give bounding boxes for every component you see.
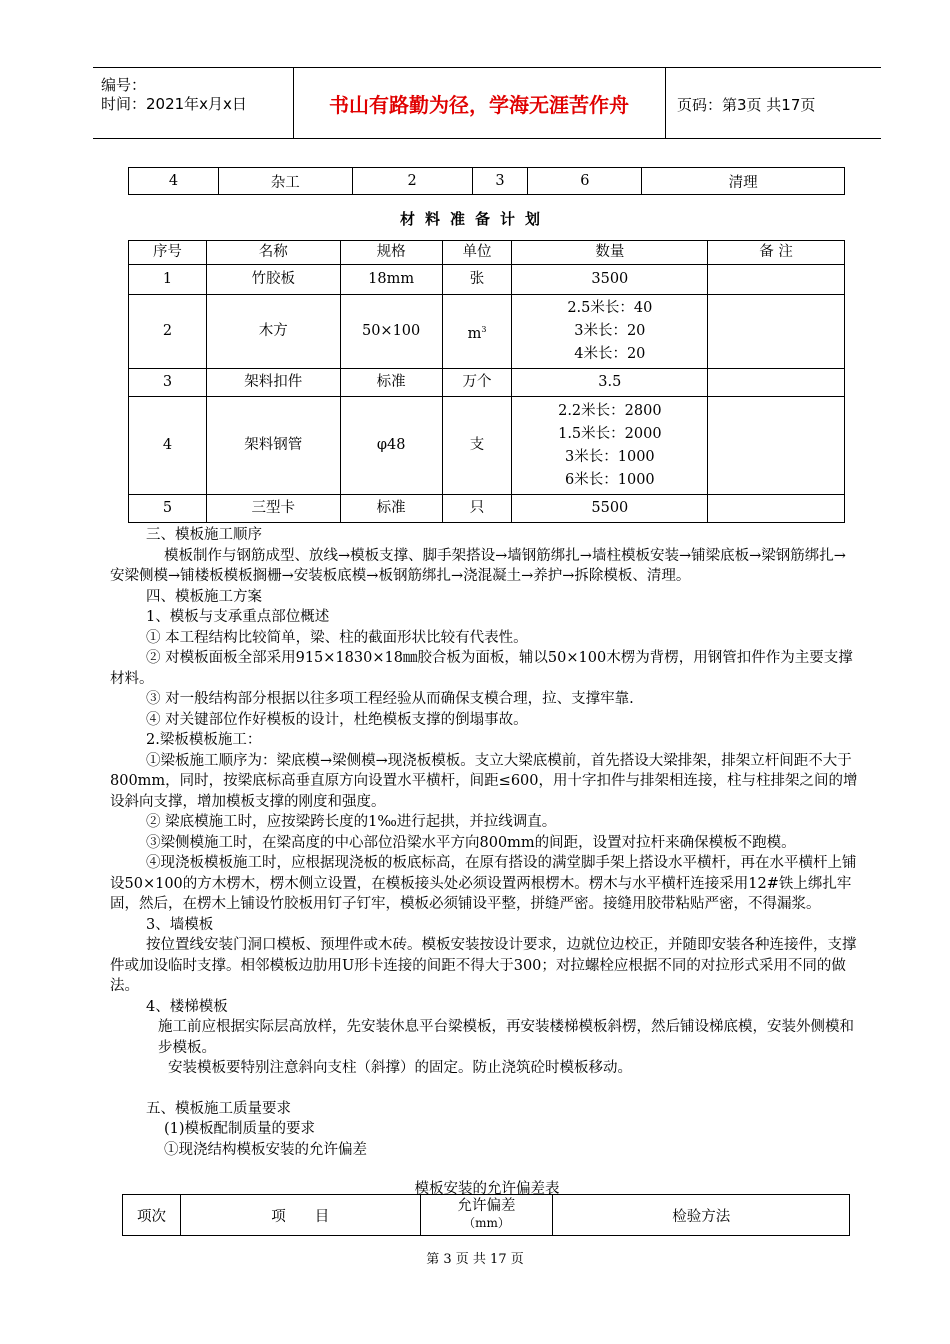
sub-heading: (1)模板配制质量的要求	[164, 1121, 316, 1137]
section-heading: 四、模板施工方案	[146, 588, 262, 605]
materials-table	[128, 240, 845, 523]
cell-note	[708, 369, 845, 397]
cell-no: 5	[129, 495, 207, 523]
paragraph	[110, 648, 860, 689]
plan-title: 材料准备计划	[399, 210, 550, 228]
qty-line: 2.5米长：40	[567, 300, 653, 316]
qty-line: 6米长：1000	[565, 471, 655, 488]
qty-line: 2.2米长：2800	[558, 402, 662, 419]
table-header-row	[123, 1195, 850, 1236]
paragraph	[110, 546, 860, 587]
cell-name: 架料扣件	[206, 369, 340, 397]
page-footer: 第 3 页 共 17 页	[426, 1252, 524, 1267]
labor-cell: 杂工	[218, 168, 352, 195]
cell-unit: 只	[442, 495, 512, 523]
page-header	[93, 67, 881, 139]
deviation-table-title: 模板安装的允许偏差表	[414, 1181, 560, 1197]
paragraph	[110, 833, 860, 854]
labor-table	[128, 167, 845, 195]
col-header: 备 注	[708, 241, 845, 265]
col-header: 项次	[123, 1195, 181, 1236]
paragraph: 安装模板要特别注意斜向支柱（斜撑）的固定。防止浇筑砼时模板移动。	[168, 1060, 632, 1076]
cell-unit: 张	[442, 265, 512, 295]
cell-name: 竹胶板	[206, 265, 340, 295]
cell-unit: 支	[442, 397, 512, 495]
paragraph-text: 模板制作与钢筋成型、放线→模板支撑、脚手架搭设→墙钢筋绑扎→墙柱模板安装→铺梁底板→梁钢筋绑扎→安梁侧模→铺楼板模板搁栅→安装板底模→板钢筋绑扎→浇混凝土→养护→拆除模板、清理。	[110, 547, 846, 584]
qty-line: 3米长：20	[574, 323, 646, 339]
qty-line: 4米长：20	[574, 346, 646, 362]
paragraph-text: 按位置线安装门洞口模板、预埋件或木砖。模板安装按设计要求，边就位边校正，并随即安装各种连接件，支撑件或加设临时支撑。相邻模板边肋用U形卡连接的间距不得大于300；对拉螺栓应根据不同的对拉形式采用不同的做法。	[110, 937, 857, 994]
paragraph-text: ④现浇板模板施工时，应根据现浇板的板底标高，在原有搭设的满堂脚手架上搭设水平横杆，再在水平横杆上铺设50×100的方木楞木，楞木侧立设置，在模板接头处必须设置两根楞木。楞木与水平横杆连接采用12#铁上绑扎牢固，然后，在楞木上铺设竹胶板用钉子钉牢，模板必须铺设平整，拼缝严密。接缝用胶带粘贴严密，不得漏浆。	[110, 855, 857, 912]
labor-cell: 3	[472, 168, 528, 195]
paragraph	[110, 853, 860, 915]
spacer	[110, 1079, 860, 1099]
serial-label: 编号：	[101, 76, 147, 94]
header-meta	[93, 68, 294, 138]
col-header: 数量	[512, 241, 708, 265]
labor-cell: 4	[129, 168, 219, 195]
col-header: 序号	[129, 241, 207, 265]
paragraph-text: ①梁板施工顺序为：梁底模→梁侧模→现浇板模板。支立大梁底模前，首先搭设大梁排架，排架立杆间距不大于800mm，同时，按梁底标高垂直原方向设置水平横杆，间距≤600，用十字扣件与排架相连接，柱与柱排架之间的增设斜向支撑，增加模板支撑的刚度和强度。	[110, 752, 858, 810]
cell-note	[708, 265, 845, 295]
cell-no: 4	[129, 397, 207, 495]
cell-note	[708, 295, 845, 369]
sub-heading: 3、墙模板	[146, 916, 214, 933]
col-header: 检验方法	[553, 1195, 850, 1236]
paragraph	[110, 935, 860, 997]
cell-note	[708, 495, 845, 523]
cell-no: 3	[129, 369, 207, 397]
cell-spec: 标准	[340, 495, 442, 523]
cell-note	[708, 397, 845, 495]
header-page-info: 页码：第3页 共17页	[677, 96, 816, 114]
cell-no: 2	[129, 295, 207, 369]
paragraph: 施工前应根据实际层高放样，先安装休息平台梁模板，再安装楼梯模板斜楞，然后铺设梯底模，安装外侧模和步模板。	[158, 1019, 854, 1056]
cell-qty	[512, 295, 708, 369]
col-header: 项 目	[180, 1195, 420, 1236]
paragraph	[110, 751, 860, 813]
table-header-row	[129, 241, 845, 265]
table-row	[129, 265, 845, 295]
deviation-table	[122, 1194, 850, 1236]
time-label: 时间：2021年x月x日	[101, 95, 247, 113]
sub-heading: 2.梁板模板施工：	[146, 732, 262, 748]
paragraph-text: ② 对模板面板全部采用915×1830×18㎜胶合板为面板，辅以50×100木楞为背楞，用钢管扣件作为主要支撑材料。	[110, 650, 853, 687]
cell-unit	[442, 295, 512, 369]
table-row	[129, 168, 845, 195]
labor-cell: 清理	[642, 168, 845, 195]
header-motto: 书山有路勤为径，学海无涯苦作舟	[293, 68, 666, 138]
cell-unit: 万个	[442, 369, 512, 397]
cell-name: 架料钢管	[206, 397, 340, 495]
table-row	[129, 369, 845, 397]
cell-spec: 50×100	[340, 295, 442, 369]
cell-no: 1	[129, 265, 207, 295]
cell-name: 木方	[206, 295, 340, 369]
paragraph-text: ③梁侧模施工时，在梁高度的中心部位沿梁水平方向800mm的间距，设置对拉杆来确保模板不跑模。	[146, 834, 796, 851]
cell-qty: 5500	[512, 495, 708, 523]
col-header: 名称	[206, 241, 340, 265]
col-header: 单位	[442, 241, 512, 265]
unit-superscript: 3	[481, 324, 487, 334]
col-header: 规格	[340, 241, 442, 265]
table-row	[129, 397, 845, 495]
sub-heading: 1、模板与支承重点部位概述	[146, 609, 330, 625]
cell-qty: 3500	[512, 265, 708, 295]
paragraph: ③ 对一般结构部分根据以往多项工程经验从而确保支模合理，拉、支撑牢靠.	[146, 691, 634, 707]
labor-cell: 6	[528, 168, 642, 195]
body-text	[110, 525, 860, 1160]
qty-line: 1.5米长：2000	[558, 425, 662, 442]
header-line: （mm）	[463, 1216, 510, 1230]
header-line: 允许偏差	[457, 1198, 516, 1214]
cell-spec: 18mm	[340, 265, 442, 295]
cell-qty: 3.5	[512, 369, 708, 397]
sub-heading: 4、楼梯模板	[146, 998, 228, 1015]
paragraph: ④ 对关键部位作好模板的设计，杜绝模板支撑的倒塌事故。	[146, 711, 528, 728]
paragraph: ① 本工程结构比较简单，梁、柱的截面形状比较有代表性。	[146, 629, 528, 646]
table-row	[129, 495, 845, 523]
col-header	[420, 1195, 553, 1236]
table-row	[129, 295, 845, 369]
cell-spec: 标准	[340, 369, 442, 397]
paragraph: ② 梁底模施工时，应按梁跨长度的1‰进行起拱，并拉线调直。	[146, 814, 557, 830]
paragraph: ①现浇结构模板安装的允许偏差	[164, 1141, 367, 1158]
cell-qty	[512, 397, 708, 495]
cell-spec: φ48	[340, 397, 442, 495]
cell-name: 三型卡	[206, 495, 340, 523]
unit-text: m	[467, 325, 482, 342]
labor-cell: 2	[352, 168, 472, 195]
qty-line: 3米长：1000	[565, 448, 655, 465]
section-heading: 三、模板施工顺序	[146, 527, 262, 543]
section-heading: 五、模板施工质量要求	[146, 1100, 291, 1117]
